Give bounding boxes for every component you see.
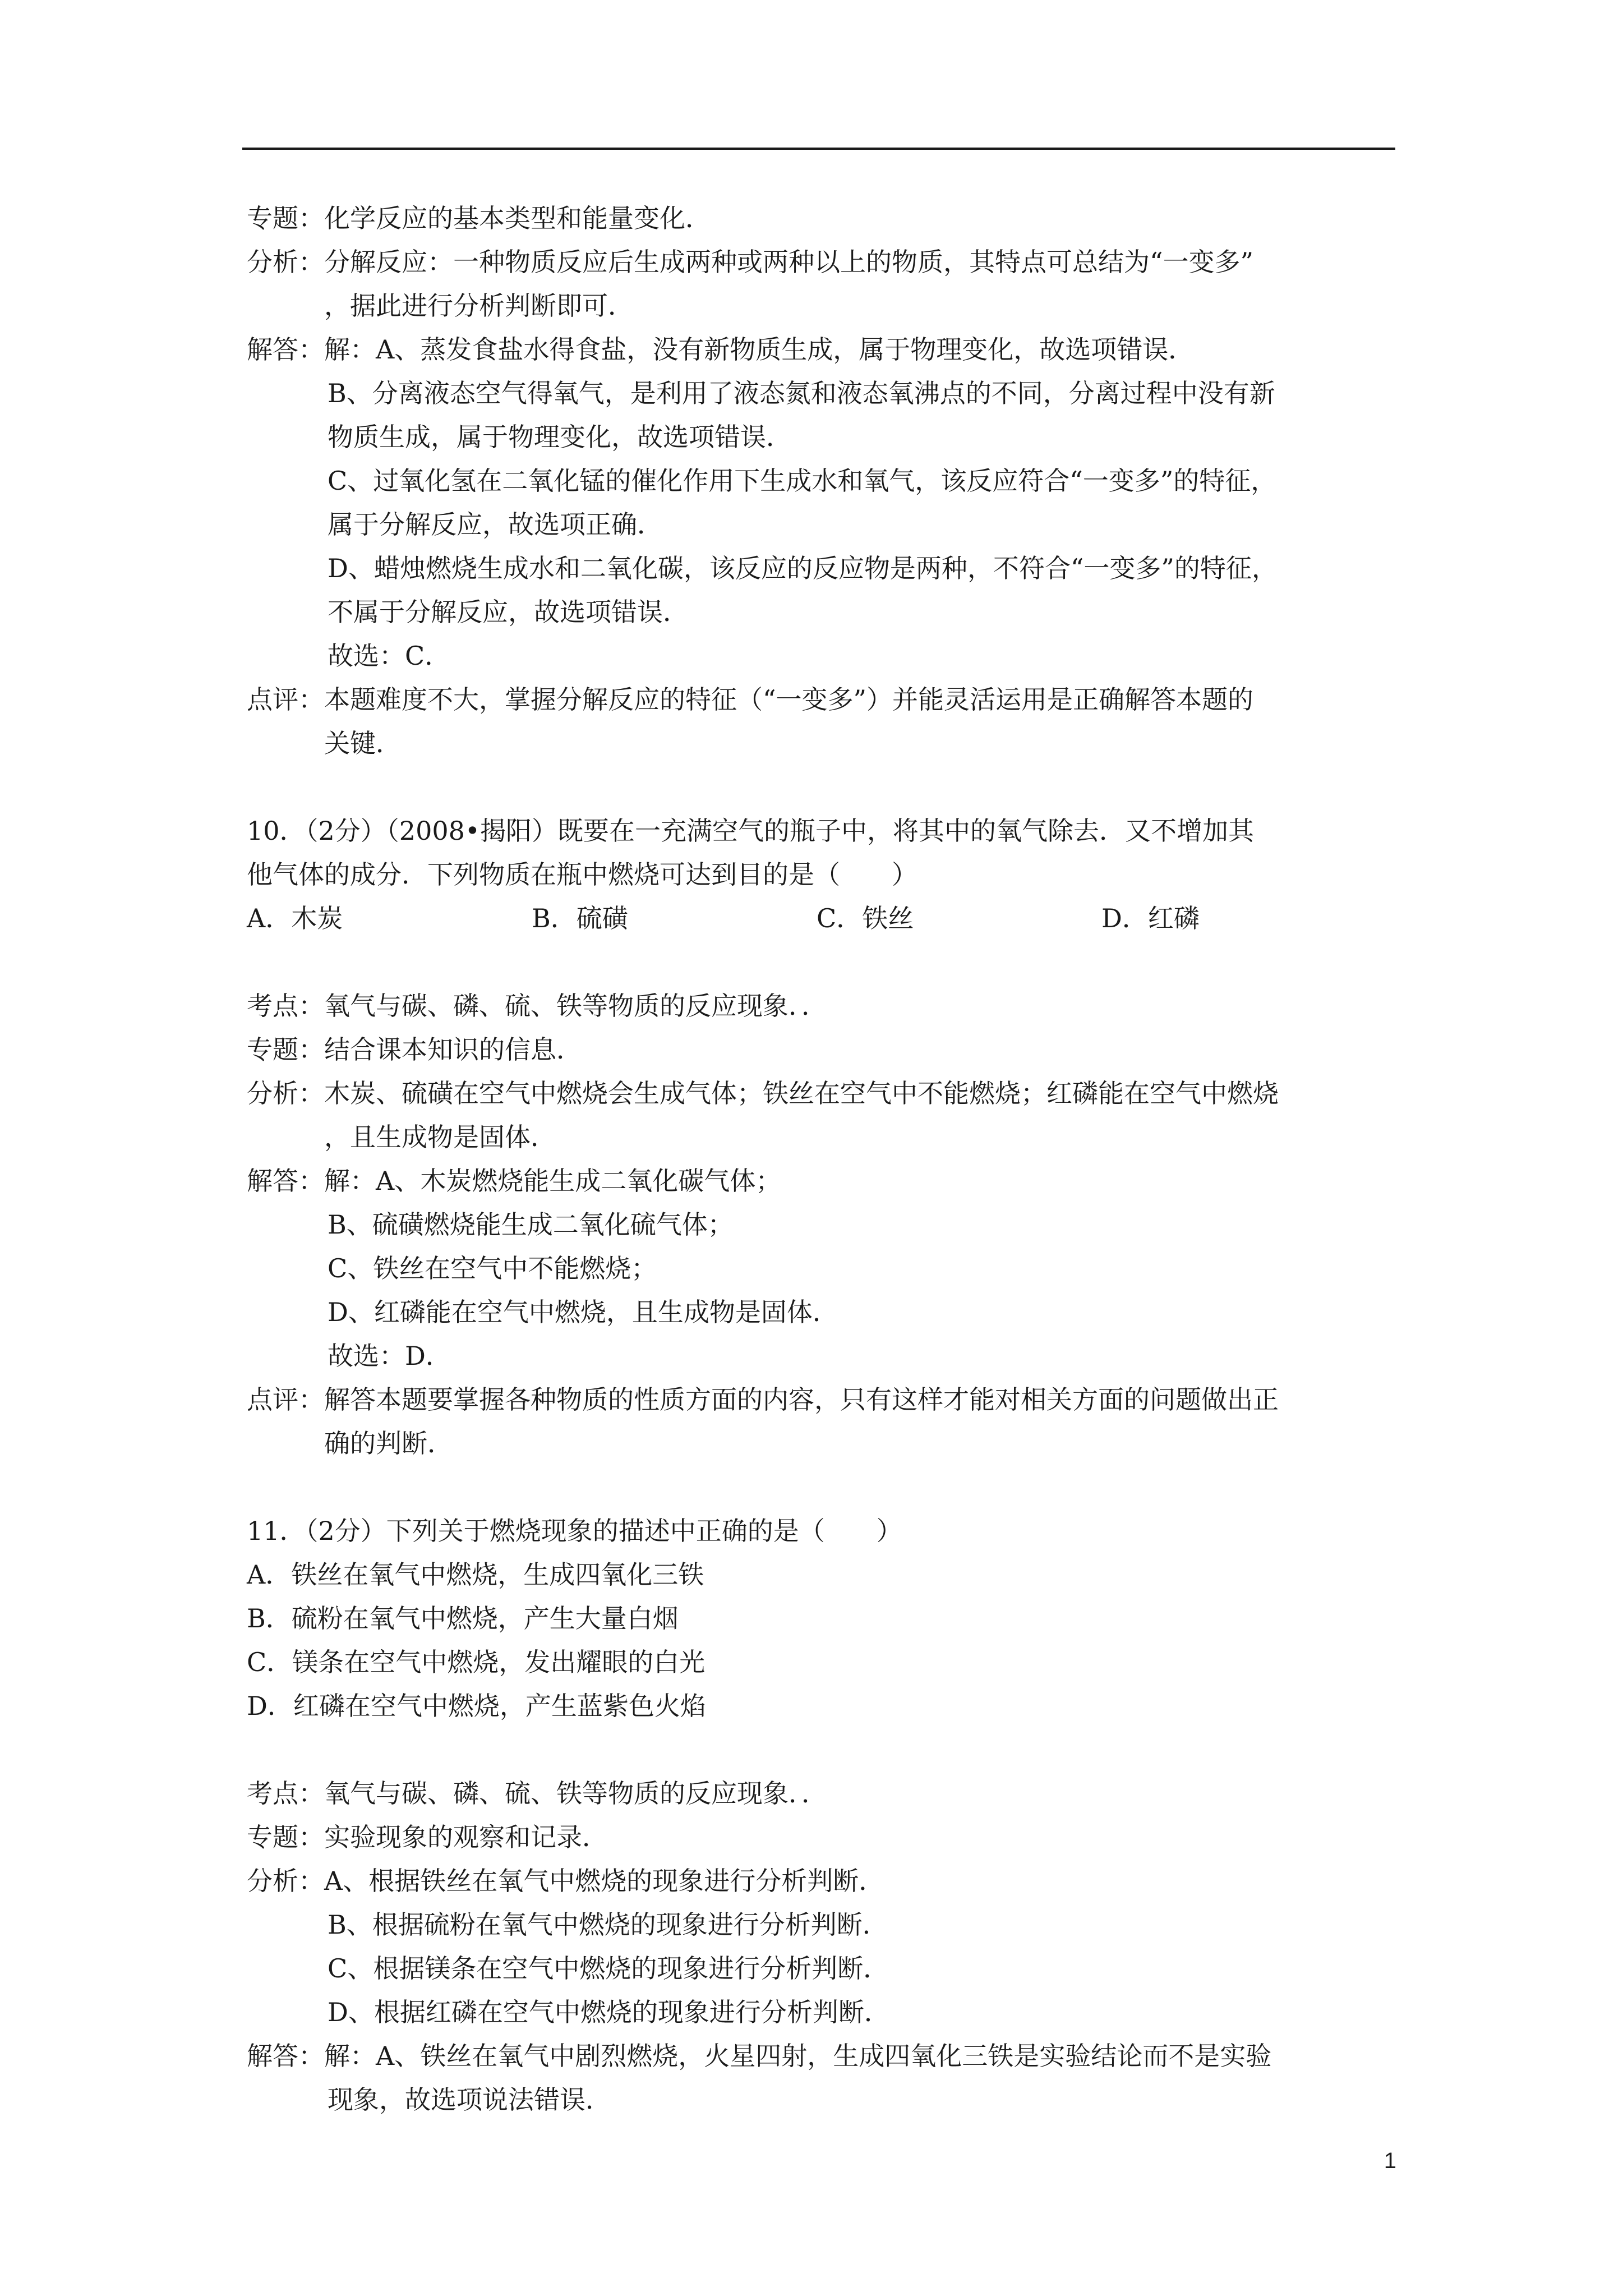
q11-topic: 专题：实验现象的观察和记录． bbox=[247, 1822, 608, 1852]
q9-topic: 专题：化学反应的基本类型和能量变化． bbox=[247, 203, 711, 233]
q10-analysis-line-1: 分析：木炭、硫磺在空气中燃烧会生成气体；铁丝在空气中不能燃烧；红磷能在空气中燃烧 bbox=[247, 1078, 1279, 1108]
page-content bbox=[247, 196, 1396, 2122]
q10-answer-line-2: B、硫磺燃烧能生成二氧化硫气体； bbox=[328, 1209, 734, 1240]
q9-answer-line-7: 不属于分解反应，故选项错误． bbox=[328, 597, 689, 627]
q9-review-line-2: 关键． bbox=[324, 728, 402, 758]
q11-analysis-line-4: D、根据红磷在空气中燃烧的现象进行分析判断． bbox=[328, 1997, 890, 2027]
q10-review-line-1: 点评：解答本题要掌握各种物质的性质方面的内容，只有这样才能对相关方面的问题做出正 bbox=[247, 1384, 1279, 1415]
q9-review-line-1: 点评：本题难度不大，掌握分解反应的特征（“一变多”）并能灵活运用是正确解答本题的 bbox=[247, 684, 1254, 715]
q9-answer-line-1: 解答：解：A、蒸发食盐水得食盐，没有新物质生成，属于物理变化，故选项错误． bbox=[247, 334, 1195, 365]
q9-analysis-line-2: ，据此进行分析判断即可． bbox=[324, 291, 634, 321]
q10-option-d: D．红磷 bbox=[1101, 903, 1200, 933]
q10-stem-line-2: 他气体的成分．下列物质在瓶中燃烧可达到目的是（ ） bbox=[247, 859, 917, 890]
header-rule bbox=[242, 148, 1395, 150]
q9-answer-line-8: 故选：C． bbox=[328, 641, 451, 671]
q11-analysis-line-2: B、根据硫粉在氧气中燃烧的现象进行分析判断． bbox=[328, 1910, 888, 1940]
q11-option-c: C．镁条在空气中燃烧，发出耀眼的白光 bbox=[247, 1647, 706, 1677]
q10-option-c: C．铁丝 bbox=[817, 903, 914, 933]
q10-options bbox=[247, 896, 1396, 940]
q11-analysis-line-1: 分析：A、根据铁丝在氧气中燃烧的现象进行分析判断． bbox=[247, 1866, 885, 1896]
spacer bbox=[247, 1465, 1396, 1509]
q11-point: 考点：氧气与碳、磷、硫、铁等物质的反应现象．． bbox=[247, 1778, 827, 1809]
q11-option-d: D．红磷在空气中燃烧，产生蓝紫色火焰 bbox=[247, 1691, 706, 1721]
spacer bbox=[247, 1728, 1396, 1772]
q9-answer-line-4: C、过氧化氢在二氧化锰的催化作用下生成水和氧气，该反应符合“一变多”的特征， bbox=[328, 466, 1277, 496]
q9-analysis-line-1: 分析：分解反应：一种物质反应后生成两种或两种以上的物质，其特点可总结为“一变多” bbox=[247, 247, 1254, 277]
q9-answer-line-2: B、分离液态空气得氧气，是利用了液态氮和液态氧沸点的不同，分离过程中没有新 bbox=[328, 378, 1275, 408]
q10-review-line-2: 确的判断． bbox=[324, 1428, 453, 1458]
q10-analysis-line-2: ，且生成物是固体． bbox=[324, 1122, 556, 1152]
page-number: 1 bbox=[1384, 2148, 1396, 2173]
q10-topic: 专题：结合课本知识的信息． bbox=[247, 1034, 582, 1065]
q10-answer-line-3: C、铁丝在空气中不能燃烧； bbox=[328, 1253, 657, 1283]
q10-point: 考点：氧气与碳、磷、硫、铁等物质的反应现象．． bbox=[247, 991, 827, 1021]
q11-answer-line-1: 解答：解：A、铁丝在氧气中剧烈燃烧，火星四射，生成四氧化三铁是实验结论而不是实验 bbox=[247, 2041, 1272, 2071]
q11-analysis-line-3: C、根据镁条在空气中燃烧的现象进行分析判断． bbox=[328, 1953, 889, 1984]
q9-answer-line-3: 物质生成，属于物理变化，故选项错误． bbox=[328, 422, 792, 452]
q10-option-a: A．木炭 bbox=[247, 903, 343, 933]
q11-answer-line-2: 现象，故选项说法错误． bbox=[328, 2085, 611, 2115]
q11-option-a: A．铁丝在氧气中燃烧，生成四氧化三铁 bbox=[247, 1559, 704, 1590]
q11-stem: 11．（2分）下列关于燃烧现象的描述中正确的是（ ） bbox=[247, 1516, 902, 1546]
spacer bbox=[247, 765, 1396, 809]
q10-option-b: B．硫磺 bbox=[532, 903, 628, 933]
q10-answer-line-4: D、红磷能在空气中燃烧，且生成物是固体． bbox=[328, 1297, 838, 1327]
q10-answer-line-1: 解答：解：A、木炭燃烧能生成二氧化碳气体； bbox=[247, 1166, 782, 1196]
q11-option-b: B．硫粉在氧气中燃烧，产生大量白烟 bbox=[247, 1603, 679, 1634]
q10-stem-line-1: 10．（2分）（2008•揭阳）既要在一充满空气的瓶子中，将其中的氧气除去．又不增加其 bbox=[247, 816, 1254, 846]
q9-answer-line-5: 属于分解反应，故选项正确． bbox=[328, 509, 663, 540]
q10-answer-line-5: 故选：D． bbox=[328, 1341, 451, 1371]
q9-answer-line-6: D、蜡烛燃烧生成水和二氧化碳，该反应的反应物是两种，不符合“一变多”的特征， bbox=[328, 553, 1278, 583]
spacer bbox=[247, 940, 1396, 984]
